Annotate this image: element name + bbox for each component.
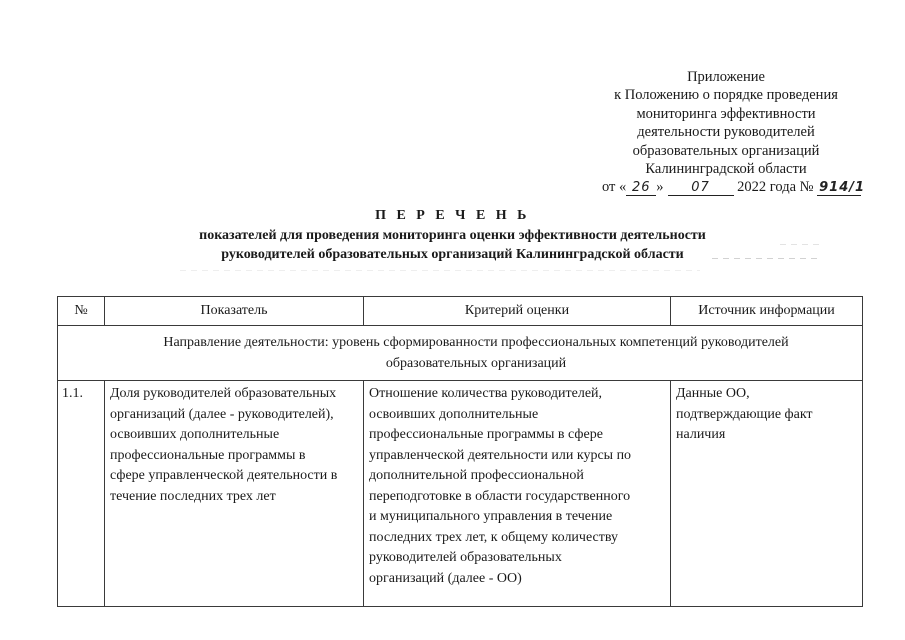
criterion-line: Отношение количества руководителей, [369,386,603,401]
table-section-row [58,326,863,381]
indicator-line: освоивших дополнительные [110,427,280,442]
table-row [58,381,863,607]
date-prefix: от « [602,179,627,196]
appendix-line: Калининградской области [645,161,807,178]
row-number: 1.1. [58,381,105,607]
appendix-date-line [596,178,866,196]
section-line: Направление деятельности: уровень сформированности профессиональных компетенций руководителей [163,335,789,350]
handwritten-order-number: 914/1 [819,180,866,196]
criterion-line: и муниципального управления в течение [369,509,613,524]
criterion-line: профессиональные программы в сфере [369,427,603,442]
section-heading [58,326,863,381]
scan-artifact [180,270,700,271]
header-number: № [58,297,105,326]
criterion-line: организаций (далее - ОО) [369,570,522,586]
header-indicator: Показатель [105,297,364,326]
source-line: подтверждающие факт [676,406,813,422]
criterion-line: последних трех лет, к общему количеству [369,529,618,545]
indicator-line: организаций (далее - руководителей), [110,406,334,422]
row-criterion [364,381,671,607]
appendix-block [596,68,866,197]
appendix-line: деятельности руководителей [637,124,815,141]
header-criterion: Критерий оценки [364,297,671,326]
criterion-line: освоивших дополнительные [369,406,539,422]
section-line: образовательных организаций [385,355,567,371]
subtitle-line: показателей для проведения мониторинга оценки эффективности деятельности [199,228,706,243]
scan-artifact [712,258,822,259]
document-title: П Е Р Е Ч Е Н Ь [375,208,530,223]
header-source: Источник информации [671,297,863,326]
indicator-line: профессиональные программы в [110,447,306,463]
criterion-line: управленческой деятельности или курсы по [369,447,632,463]
appendix-line: мониторинга эффективности [636,105,816,122]
subtitle-line: руководителей образовательных организаций Калининградской области [221,247,684,262]
date-close-quote: » [656,179,664,196]
scan-artifact [780,244,820,245]
appendix-line: к Положению о порядке проведения [614,87,838,104]
criterion-line: дополнительной профессиональной [369,468,584,483]
appendix-line: образовательных организаций [632,142,820,159]
date-year-text: 2022 года № [737,179,814,196]
source-line: Данные ОО, [676,386,750,401]
table-header-row [58,297,863,326]
row-source [671,381,863,607]
row-indicator [105,381,364,607]
appendix-line: Приложение [687,69,765,85]
indicator-line: сфере управленческой деятельности в [110,468,338,483]
source-line: наличия [676,427,726,442]
criterion-line: руководителей образовательных [369,550,562,565]
criterion-line: переподготовке в области государственного [369,488,631,504]
indicator-line: течение последних трех лет [110,488,276,504]
indicator-line: Доля руководителей образовательных [110,386,337,401]
indicators-table [57,296,863,607]
handwritten-day: 26 [626,180,656,196]
handwritten-month: 07 [668,180,734,196]
